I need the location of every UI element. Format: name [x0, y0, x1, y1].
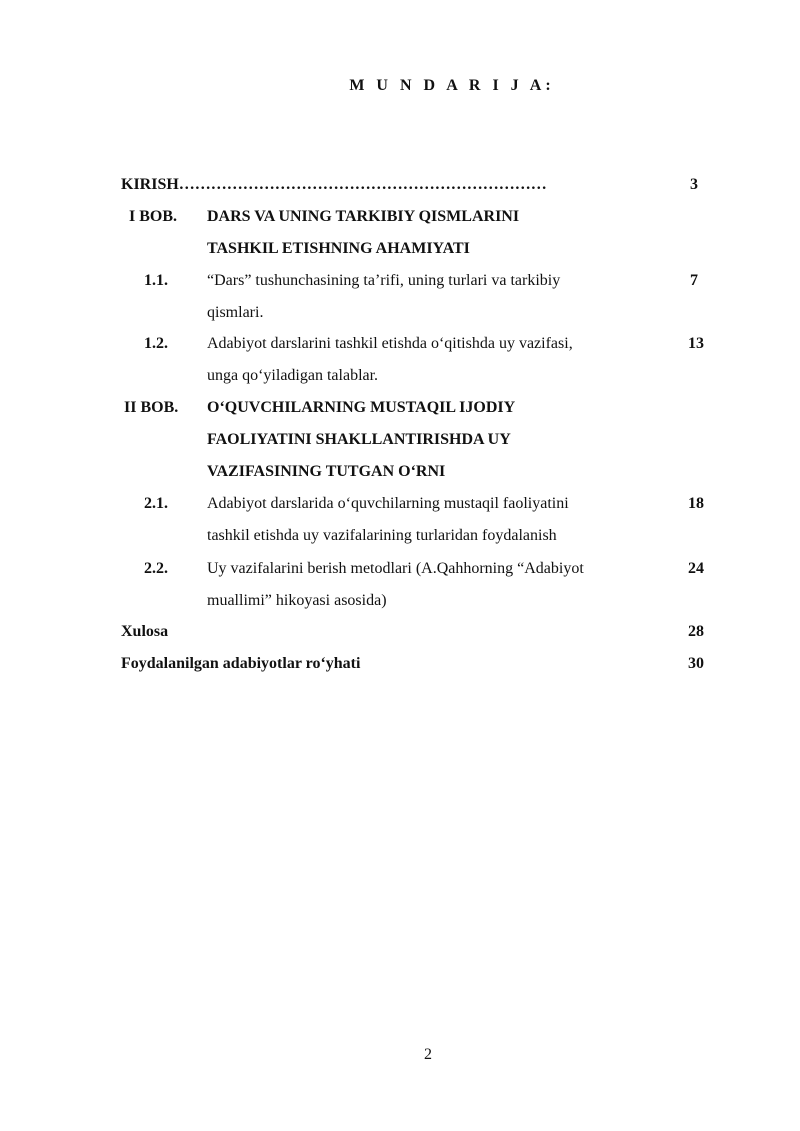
toc-references-label: Foydalanilgan adabiyotlar ro‘yhati: [121, 655, 361, 672]
section-1-1-line2: qismlari.: [207, 304, 264, 321]
section-2-1-line2: tashkil etishda uy vazifalarining turlaridan foydalanish: [207, 527, 557, 544]
toc-xulosa-label: Xulosa: [121, 623, 169, 640]
page-number: 2: [424, 1046, 432, 1063]
section-2-2-number: 2.2.: [144, 560, 168, 577]
section-2-1-number: 2.1.: [144, 495, 168, 512]
section-2-2-line1: Uy vazifalarini berish metodlari (A.Qahhorning “Adabiyot: [207, 560, 584, 577]
chapter-1-title-line2: TASHKIL ETISHNING AHAMIYATI: [207, 240, 470, 257]
section-1-2-line2: unga qo‘yiladigan talablar.: [207, 367, 379, 384]
section-1-2-number: 1.2.: [144, 335, 168, 352]
section-2-2-line2: muallimi” hikoyasi asosida): [207, 592, 387, 609]
section-1-2-page: 13: [688, 335, 704, 352]
chapter-1-title-line1: DARS VA UNING TARKIBIY QISMLARINI: [207, 208, 520, 225]
chapter-2-number: II BOB.: [124, 399, 179, 416]
section-1-2-line1: Adabiyot darslarini tashkil etishda o‘qitishda uy vazifasi,: [207, 335, 573, 352]
chapter-2-title-line1: O‘QUVCHILARNING MUSTAQIL IJODIY: [207, 399, 516, 416]
section-1-1-page: 7: [690, 272, 698, 289]
toc-xulosa-page: 28: [688, 623, 704, 640]
section-2-2-page: 24: [688, 560, 704, 577]
section-1-1-number: 1.1.: [144, 272, 168, 289]
toc-kirish-page: 3: [690, 176, 698, 193]
section-2-1-line1: Adabiyot darslarida o‘quvchilarning mustaqil faoliyatini: [207, 495, 569, 512]
toc-kirish-label: KIRISH……………………………………………………………: [121, 176, 547, 193]
section-2-1-page: 18: [688, 495, 704, 512]
toc-references-page: 30: [688, 655, 704, 672]
chapter-1-number: I BOB.: [129, 208, 178, 225]
page-title: M U N D A R I J A:: [349, 77, 555, 94]
chapter-2-title-line2: FAOLIYATINI SHAKLLANTIRISHDA UY: [207, 431, 511, 448]
section-1-1-line1: “Dars” tushunchasining ta’rifi, uning turlari va tarkibiy: [207, 272, 561, 289]
chapter-2-title-line3: VAZIFASINING TUTGAN O‘RNI: [207, 463, 446, 480]
